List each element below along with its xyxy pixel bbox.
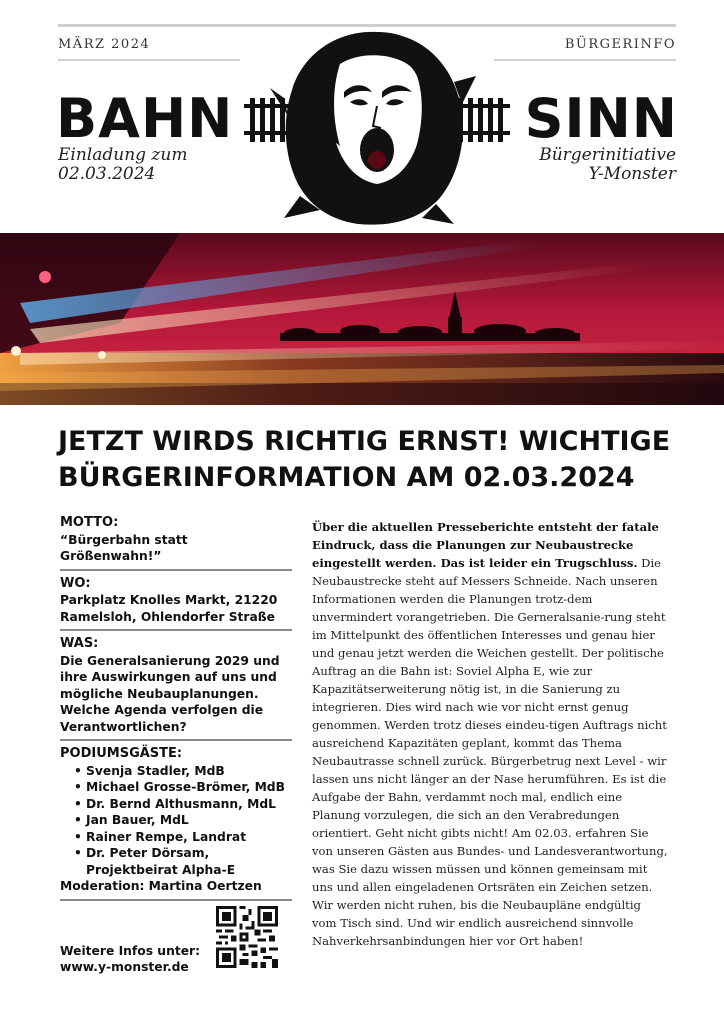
date-label: MÄRZ 2024 xyxy=(58,37,151,52)
train-motion-banner xyxy=(0,233,724,405)
invitation-date: 02.03.2024 xyxy=(58,164,156,184)
headline-line-2: BÜRGERINFORMATION AM 02.03.2024 xyxy=(58,462,635,493)
title-left: BAHN xyxy=(56,87,234,150)
guest-item: • Dr. Peter Dörsam, Projektbeirat Alpha-E xyxy=(74,845,292,878)
guest-item: • Dr. Bernd Althusmann, MdL xyxy=(74,796,292,813)
title-right: SINN xyxy=(524,87,678,150)
more-info-label: Weitere Infos unter: xyxy=(60,944,201,958)
location-label: WO: xyxy=(60,575,91,591)
right-rule xyxy=(494,59,676,61)
info-label: BÜRGERINFO xyxy=(564,37,676,52)
guest-item: • Jan Bauer, MdL xyxy=(74,812,292,829)
motto-label: MOTTO: xyxy=(60,515,119,530)
screaming-face-rail-icon xyxy=(240,28,514,228)
motto-text: “Bürgerbahn statt Größenwahn!” xyxy=(60,532,188,563)
guests-section xyxy=(60,746,292,901)
moderation-text: Moderation: Martina Oertzen xyxy=(60,879,262,893)
headline-line-1: JETZT WIRDS RICHTIG ERNST! WICHTIGE xyxy=(58,426,671,457)
initiative-name: Y-Monster xyxy=(588,164,676,184)
guest-item: • Rainer Rempe, Landrat xyxy=(74,829,292,846)
guest-item: • Svenja Stadler, MdB xyxy=(74,763,292,780)
guest-item: • Michael Grosse-Brömer, MdB xyxy=(74,779,292,796)
motto-section xyxy=(60,515,292,571)
location-text: Parkplatz Knolles Markt, 21220 Ramelsloh, Ohlendorfer Straße xyxy=(60,593,278,624)
guests-label: PODIUMSGÄSTE: xyxy=(60,746,183,761)
main-paragraph: Die Neubaustrecke steht auf Messers Schneide. Nach unseren Informationen werden die Planungen trotz-dem unvermindert vorangetrieben. Die Gerneralsanie-rung steht im Mittelpunkt des öffentlichen Interesses und genau hier und genau jetzt werden die Weichen gestellt. Der politische Auftrag an die Bahn ist: Soviel Alpha E, wie zur Kapazitätserweiterung nötig ist, in die Sanierung zu integrieren. Dies wird nach wie vor nicht ernst genug genommen. Werden trotz dieses eindeu-tigen Auftrags nicht ausreichend Kapazitäten geplant, kommt das Thema Neubautrasse schnell zurück. Bürgerbetrug next Level - wir lassen uns nicht länger an der Nase herumführen. Es ist die Aufgabe der Bahn, verdammt noch mal, endlich eine Planung vorzulegen, die sich an den Verabredungen orientiert. Geht nicht gibts nicht! Am 02.03. erfahren Sie von unseren Gästen aus Bundes- und Landesverantwortung, was Sie dazu wissen müssen und können gemeinsam mit uns und allen eingeladenen Ortsräten ein Zeichen setzen. Wir werden nicht ruhen, bis die Neubaupläne endgültig vom Tisch sind. Und wir endlich ausreichend sinnvolle Nahverkehrsanbindungen hier vor Ort haben! xyxy=(312,556,668,948)
topic-text: Die Generalsanierung 2029 und ihre Auswirkungen auf uns und mögliche Neubauplanungen. Welche Agenda verfolgen die Verantwortlichen? xyxy=(60,653,280,734)
lead-paragraph: Über die aktuellen Presseberichte entsteht der fatale Eindruck, dass die Planungen zur Neubaustrecke eingestellt werden. Das ist leider ein Trugschluss. xyxy=(312,520,659,570)
qr-code-icon[interactable] xyxy=(216,906,278,968)
guest-list xyxy=(60,763,292,879)
top-rule xyxy=(58,24,676,27)
topic-section xyxy=(60,636,292,741)
headline xyxy=(58,424,688,496)
topic-label: WAS: xyxy=(60,636,99,651)
website-link[interactable]: www.y-monster.de xyxy=(60,960,189,974)
location-section xyxy=(60,576,292,632)
left-rule xyxy=(58,59,240,61)
initiative-line-1: Bürgerinitiative xyxy=(539,145,676,165)
more-info xyxy=(60,943,200,975)
event-details xyxy=(60,515,292,906)
invitation-line-1: Einladung zum xyxy=(58,145,188,165)
body-text xyxy=(312,518,668,950)
